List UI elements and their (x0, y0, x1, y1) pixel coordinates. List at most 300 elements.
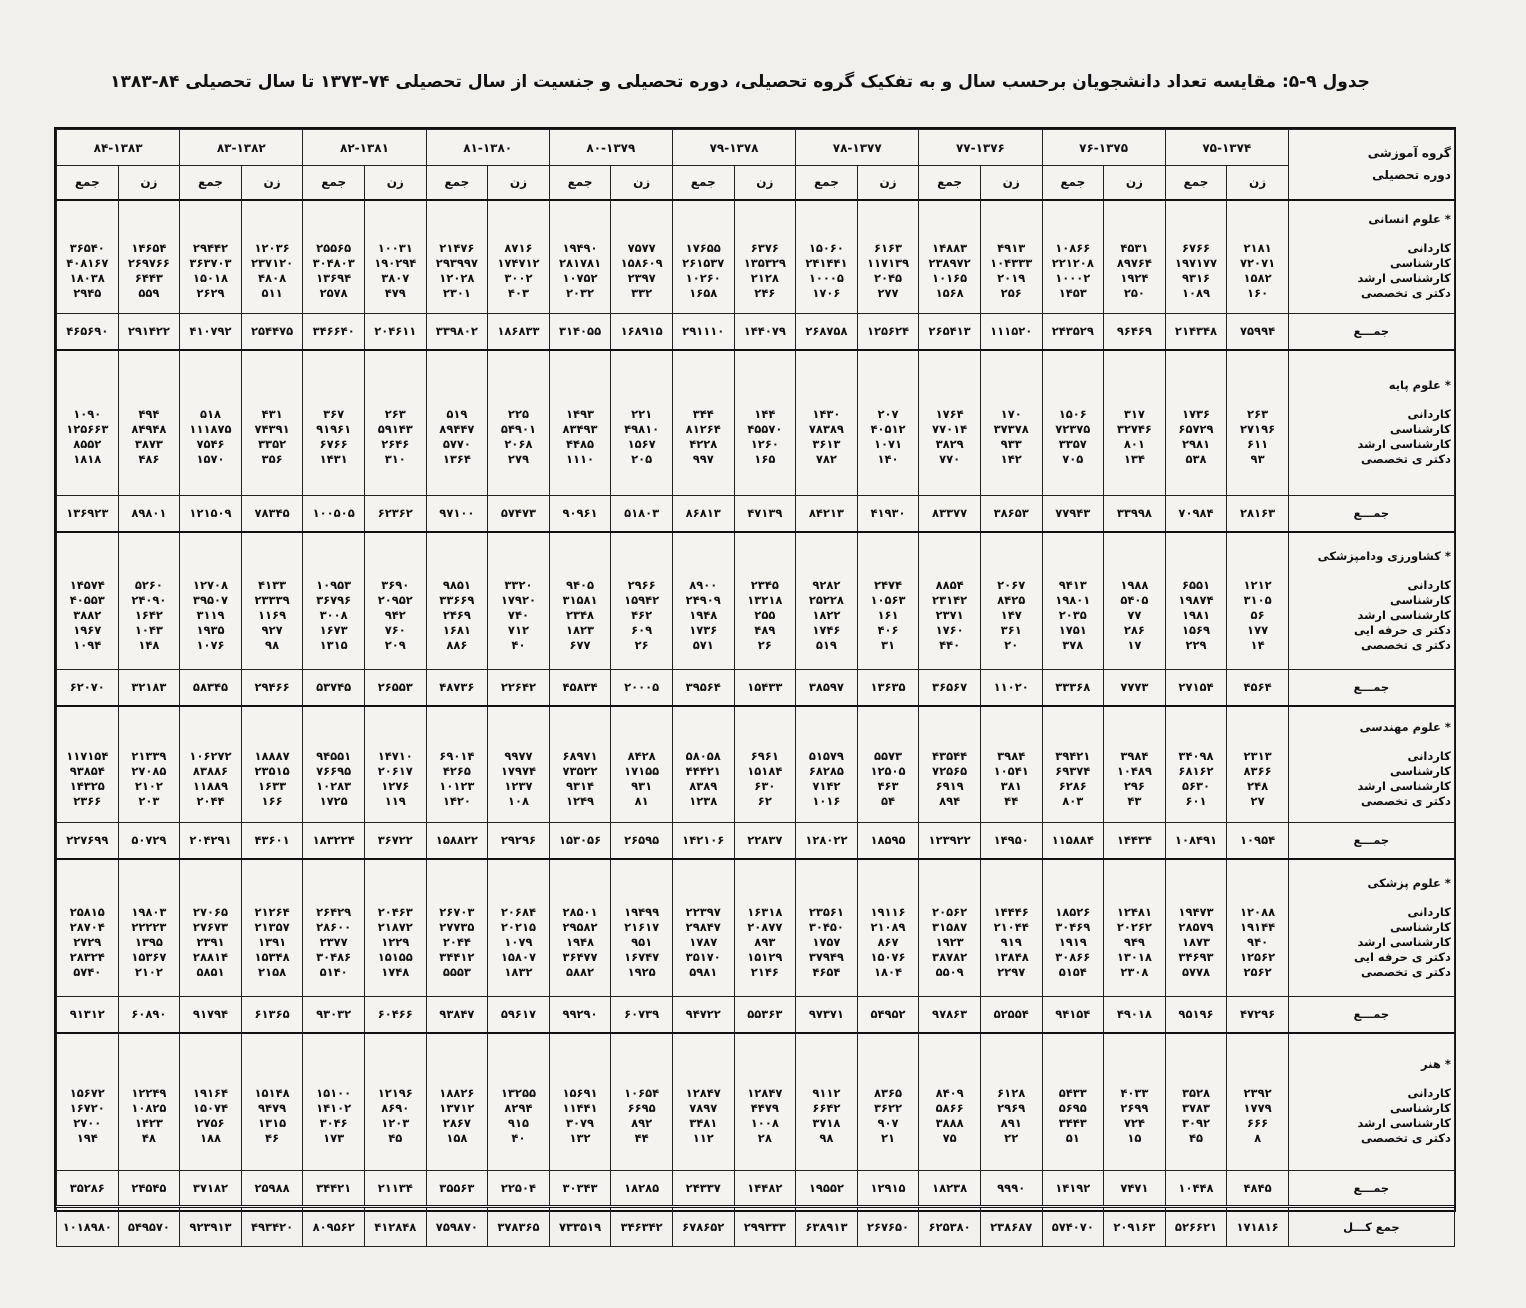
value-cell (672, 706, 734, 823)
value: ۵۹۱۴۳ (377, 422, 413, 437)
value-cell (796, 1033, 858, 1171)
cell-spacer (861, 720, 916, 749)
value: ۱۲۰۳ (381, 1116, 410, 1131)
sum-value: ۳۳۳۶۸ (1042, 670, 1104, 706)
value: ۲۳۸۹۷۲ (928, 256, 971, 271)
sum-value: ۱۶۸۹۱۵ (611, 314, 673, 350)
cell-spacer (183, 876, 238, 905)
value: ۱۲۸۴۷ (685, 1086, 721, 1101)
value-cell (1165, 1033, 1227, 1171)
sum-value: ۱۴۴۸۲ (734, 1171, 796, 1207)
section-label-cell (1288, 350, 1454, 496)
value: ۱۳۶۹۴ (316, 271, 352, 286)
value: ۱۰۸ (507, 793, 529, 808)
value-cell (980, 532, 1042, 670)
value: ۳۲۷۴۶ (1116, 422, 1152, 437)
value: ۲۳۷۱۲۰ (251, 256, 294, 271)
value: ۱۶۳۱۸ (747, 904, 783, 919)
value: ۲۲۹۷ (997, 964, 1026, 979)
cell-spacer (306, 1057, 361, 1086)
value: ۲۰۸۷۷ (747, 919, 783, 934)
sum-value: ۳۴۴۲۱ (303, 1171, 365, 1207)
value: ۱۰۸۶۶ (1055, 241, 1091, 256)
grand-total-value: ۱۷۱۸۱۶ (1227, 1207, 1289, 1247)
section-title: * علوم انسانی (1368, 212, 1451, 227)
value: ۱۳۲۱۸ (747, 592, 783, 607)
value: ۲۸۸۱۴ (192, 949, 229, 964)
value: ۵۹۸۱ (689, 964, 718, 979)
section-title: * علوم پزشکی (1367, 875, 1451, 890)
value: ۱۷۹۲۰ (500, 592, 536, 607)
cell-spacer (491, 720, 546, 749)
value: ۳۰۰۸ (319, 607, 348, 622)
value: ۱۷۶۵۵ (685, 241, 721, 256)
sum-value: ۲۰۴۶۱۱ (364, 314, 426, 350)
cell-spacer (430, 378, 485, 407)
sum-value: ۹۱۳۱۲ (57, 997, 119, 1033)
cell-spacer (553, 1057, 608, 1086)
value: ۸ (1254, 1131, 1262, 1146)
value: ۱۲۰۲۸ (439, 271, 475, 286)
sum-value: ۵۰۷۲۹ (118, 823, 180, 859)
year-header: ۸۰-۱۳۷۹ (549, 130, 672, 166)
value-cell (303, 200, 365, 314)
value-cell (1227, 706, 1289, 823)
value: ۲۳۹۱ (196, 934, 225, 949)
value: ۳۶۹۰ (381, 577, 410, 592)
value-cell (57, 859, 119, 997)
value: ۲۱۲۶۴ (254, 904, 290, 919)
value: ۸۱ (634, 793, 649, 808)
section-block (57, 1033, 1455, 1171)
value: ۳۷۸ (1062, 637, 1084, 652)
value: ۷۱۲ (507, 622, 529, 637)
total-header: جمع (1042, 166, 1104, 200)
value: ۳۴۶۹۳ (1178, 949, 1214, 964)
value: ۲۶۳ (384, 407, 406, 422)
section-title: * علوم مهندسی (1359, 719, 1451, 734)
cell-spacer (1046, 876, 1101, 905)
value: ۵۱۴۰ (319, 964, 348, 979)
value-cell (57, 1033, 119, 1171)
value: ۱۴۵۷۴ (69, 577, 105, 592)
value-cell (1042, 532, 1104, 670)
value-cell (488, 200, 550, 314)
value: ۳۱۵۸۷ (932, 919, 968, 934)
value-cell (1104, 706, 1166, 823)
value-cell (1104, 1033, 1166, 1171)
sum-value: ۱۵۳۰۵۶ (549, 823, 611, 859)
value-cell (180, 859, 242, 997)
women-header: زن (980, 166, 1042, 200)
value: ۱۴۲۰ (442, 793, 471, 808)
value-cell (118, 859, 180, 997)
value: ۳۰۴۸۰۳ (312, 256, 355, 271)
sum-value: ۲۶۸۷۵۸ (796, 314, 858, 350)
value: ۱۵۱۵۵ (377, 949, 413, 964)
sum-value: ۷۰۹۸۴ (1165, 496, 1227, 532)
value: ۴۴۰ (939, 637, 961, 652)
value: ۶۶۶ (1247, 1116, 1269, 1131)
value-cell (488, 859, 550, 997)
cell-spacer (799, 378, 854, 407)
value-cell (241, 706, 303, 823)
value: ۲۵۲۲۸ (808, 592, 844, 607)
cell-spacer (1046, 720, 1101, 749)
value: ۴۰ (511, 637, 526, 652)
value: ۸۹۰۰ (689, 577, 718, 592)
value: ۴۸۰۸ (258, 271, 287, 286)
value: ۱۴۰ (877, 452, 899, 467)
section-title: * هنر (1421, 1057, 1451, 1072)
value: ۸۳۶۶ (1243, 763, 1272, 778)
value-cell (57, 706, 119, 823)
value-cell (980, 1033, 1042, 1171)
value-cell (118, 706, 180, 823)
cell-spacer (430, 720, 485, 749)
value: ۶۷۶۶ (319, 437, 348, 452)
value-cell (734, 706, 796, 823)
cell-spacer (1107, 1057, 1162, 1086)
value: ۲۰۶۸۴ (500, 904, 536, 919)
value: ۱۶۴۲ (134, 607, 163, 622)
sum-value: ۵۵۳۶۳ (734, 997, 796, 1033)
value: ۱۲۵۶۲ (1240, 949, 1276, 964)
value: ۱۷۸۷ (689, 934, 718, 949)
value: ۳۰۴۵۰ (808, 919, 844, 934)
value: ۴۶۵۴ (812, 964, 841, 979)
value: ۹۳۱۶ (1181, 271, 1211, 286)
sum-value: ۲۱۱۳۴ (364, 1171, 426, 1207)
value-cell (1165, 532, 1227, 670)
value: ۹۱۹۶۱ (316, 422, 352, 437)
sum-value: ۹۹۲۹۰ (549, 997, 611, 1033)
cell-spacer (861, 876, 916, 905)
value-cell (919, 350, 981, 496)
grand-total-value: ۲۰۹۱۶۳ (1104, 1207, 1166, 1247)
value: ۲۳۴۵ (750, 577, 779, 592)
value: ۱۵۰۶۰ (808, 241, 844, 256)
cell-spacer (676, 378, 731, 407)
cell-spacer (614, 1057, 669, 1086)
value: ۹۴۰ (1247, 934, 1269, 949)
sum-value: ۳۱۴۰۵۵ (549, 314, 611, 350)
value: ۱۷۷ (1247, 622, 1269, 637)
cell-spacer (676, 212, 731, 241)
value: ۲۶۹۷۶۶ (127, 256, 170, 271)
year-header: ۷۷-۱۳۷۶ (919, 130, 1042, 166)
value-cell (734, 532, 796, 670)
value: ۱۲۵۶۶۳ (66, 422, 109, 437)
section-block (57, 859, 1455, 997)
value: ۷۲۳۷۵ (1055, 422, 1091, 437)
value: ۴۰۶ (877, 622, 899, 637)
value: ۵۴۹۰۱ (500, 422, 536, 437)
value: ۱۷۴۷۱۲ (497, 256, 540, 271)
value: ۲۷۰۰ (73, 1116, 102, 1131)
sum-value: ۱۲۹۱۵ (857, 1171, 919, 1207)
value: ۴۶۲ (631, 607, 653, 622)
cell-spacer (984, 720, 1039, 749)
value: ۱۰۸۲۵ (131, 1101, 167, 1116)
value: ۲۸۳۲۴ (69, 949, 105, 964)
value: ۲۳۵۶۱ (808, 904, 844, 919)
value: ۲۳۴۸ (566, 607, 595, 622)
value: ۳۹۸۴ (1120, 748, 1149, 763)
value-cell (611, 706, 673, 823)
value-cell (426, 1033, 488, 1171)
value: ۱۰۵۴۱ (993, 763, 1029, 778)
cell-spacer (1230, 1057, 1285, 1086)
value: ۳۵۲۸ (1181, 1086, 1211, 1101)
sum-value: ۳۷۱۸۲ (180, 1171, 242, 1207)
cell-spacer (799, 212, 854, 241)
value: ۹۳۱۴ (566, 778, 595, 793)
value-cell (1042, 1033, 1104, 1171)
sum-value: ۹۷۱۰۰ (426, 496, 488, 532)
year-header: ۸۳-۱۳۸۲ (180, 130, 303, 166)
value: ۲۷۷۳۵ (439, 919, 475, 934)
value: ۹۸ (265, 637, 280, 652)
level-label: دکتر ی تخصصی (1360, 286, 1451, 301)
value: ۳۸۰۷ (381, 271, 410, 286)
sum-value: ۲۱۴۳۴۸ (1165, 314, 1227, 350)
women-header: زن (241, 166, 303, 200)
value: ۳۱۷ (1123, 407, 1145, 422)
value: ۵۱۹ (815, 637, 837, 652)
total-header: جمع (919, 166, 981, 200)
sum-value: ۱۸۵۹۵ (857, 823, 919, 859)
cell-spacer (922, 212, 977, 241)
value: ۷۱۴۲ (812, 778, 841, 793)
level-label: کارشناسی ارشد (1357, 271, 1451, 286)
value: ۴۰۸۱۶۷ (66, 256, 109, 271)
value: ۲۳۶۶ (73, 793, 102, 808)
value-cell (118, 532, 180, 670)
value: ۷۲۴ (1123, 1116, 1145, 1131)
value: ۹۱۵ (507, 1116, 529, 1131)
value: ۶۱۶۳ (873, 241, 903, 256)
value: ۳۰۷۹ (566, 1116, 595, 1131)
year-header: ۸۲-۱۳۸۱ (303, 130, 426, 166)
value: ۵۴ (880, 793, 896, 808)
sum-value: ۳۶۵۶۷ (919, 670, 981, 706)
value: ۷۴۳۹۱ (254, 422, 290, 437)
value: ۱۰۱۶۵ (932, 271, 968, 286)
value: ۱۰۱۲۳ (439, 778, 475, 793)
value-cell (919, 859, 981, 997)
cell-spacer (1107, 378, 1162, 407)
value: ۵۶۹۵ (1058, 1101, 1087, 1116)
value: ۲۷۵۶ (196, 1116, 225, 1131)
cell-spacer (861, 549, 916, 578)
cell-spacer (245, 212, 300, 241)
value-cell (118, 200, 180, 314)
value: ۲۰۴۵ (873, 271, 903, 286)
header-gender-row (57, 166, 1455, 200)
value: ۱۲۴۹ (566, 793, 595, 808)
value: ۱۶۱ (877, 607, 899, 622)
value: ۲۷۹ (507, 452, 529, 467)
value: ۲۹۶۶ (627, 577, 656, 592)
value: ۸۶۹۰ (381, 1101, 410, 1116)
cell-spacer (738, 1057, 793, 1086)
sum-value: ۱۰۹۵۴ (1227, 823, 1289, 859)
value: ۲۲ (1004, 1131, 1019, 1146)
value: ۱۹۸۸ (1120, 577, 1149, 592)
cell-spacer (491, 212, 546, 241)
value: ۹۰۷ (877, 1116, 899, 1131)
value: ۲۶ (634, 637, 649, 652)
cell-spacer (60, 212, 115, 241)
value: ۲۶۹۹ (1120, 1101, 1149, 1116)
value: ۱۲۳۷ (504, 778, 533, 793)
value: ۳۶۱ (1000, 622, 1022, 637)
value-cell (857, 859, 919, 997)
value-cell (1042, 200, 1104, 314)
section-block (57, 706, 1455, 823)
value: ۸۴۹۴۸ (131, 422, 167, 437)
grand-total-value: ۱۰۱۸۹۸۰ (57, 1207, 119, 1247)
grand-total-value: ۷۵۹۸۷۰ (426, 1207, 488, 1247)
sum-value: ۲۲۶۴۲ (488, 670, 550, 706)
cell-spacer (614, 720, 669, 749)
value: ۲۴۰۹۰ (131, 592, 167, 607)
value: ۲۳۰۱ (442, 286, 471, 301)
value: ۱۹۴۷۳ (1178, 904, 1214, 919)
value: ۴۵۵۷۰ (747, 422, 783, 437)
value: ۶۲ (757, 793, 772, 808)
value-cell (549, 350, 611, 496)
sum-value: ۶۰۸۹۰ (118, 997, 180, 1033)
value: ۳۴۴ (692, 407, 714, 422)
value-cell (734, 200, 796, 314)
value: ۱۵۰۱۸ (192, 271, 229, 286)
value: ۳۶۵۴۰ (69, 241, 105, 256)
value: ۱۵۰۷۶ (870, 949, 906, 964)
value: ۲۷۷ (877, 286, 899, 301)
value: ۱۷۶۰ (935, 622, 964, 637)
value: ۱۰۷۵۲ (562, 271, 598, 286)
value: ۴۹۴ (138, 407, 160, 422)
value: ۶۰۱ (1185, 793, 1207, 808)
value: ۲۹۴۵ (73, 286, 102, 301)
sum-value: ۳۳۹۸۰۲ (426, 314, 488, 350)
value: ۱۲۰۳۶ (254, 241, 290, 256)
value: ۸۴۲۵ (997, 592, 1026, 607)
value-cell (549, 532, 611, 670)
grand-total-value: ۲۳۸۶۸۷ (980, 1207, 1042, 1247)
value: ۲۰۱۹ (997, 271, 1026, 286)
section-title: * علوم پایه (1388, 378, 1451, 393)
value: ۴۵ (388, 1131, 403, 1146)
value: ۱۸۳۲ (504, 964, 533, 979)
value: ۱۳۲۵۵ (500, 1086, 536, 1101)
value: ۳۶۳۷۰۳ (189, 256, 232, 271)
value-cell (488, 1033, 550, 1171)
sum-value: ۵۷۴۷۳ (488, 496, 550, 532)
value: ۵۱۱ (261, 286, 283, 301)
value: ۳۸۸۸ (935, 1116, 964, 1131)
sum-value: ۹۱۷۹۴ (180, 997, 242, 1033)
sum-value: ۷۷۷۳ (1104, 670, 1166, 706)
value: ۳۷۱۸ (812, 1116, 841, 1131)
year-header: ۸۱-۱۳۸۰ (426, 130, 549, 166)
level-label: دکتر ی حرفه ایی (1354, 622, 1451, 637)
value: ۱۱۸۸۹ (192, 778, 229, 793)
value: ۱۱۲ (692, 1131, 714, 1146)
value: ۶۹۰۱۴ (439, 748, 475, 763)
total-header: جمع (303, 166, 365, 200)
sum-value: ۵۴۹۵۲ (857, 997, 919, 1033)
sum-value: ۱۴۹۵۰ (980, 823, 1042, 859)
cell-spacer (368, 549, 423, 578)
value: ۵۱۸ (199, 407, 222, 422)
value: ۸۳۸۸۶ (192, 763, 229, 778)
value: ۲۳۳۳۹ (254, 592, 290, 607)
value: ۶۰۹ (631, 622, 653, 637)
sum-value: ۳۹۵۶۴ (672, 670, 734, 706)
value-cell (549, 859, 611, 997)
value: ۱۹۷۱۷۷ (1174, 256, 1218, 271)
value: ۲۴۸ (1247, 778, 1269, 793)
value: ۱۲۱۲ (1243, 577, 1272, 592)
value-cell (180, 706, 242, 823)
sum-value: ۵۹۶۱۷ (488, 997, 550, 1033)
value: ۳۸۲۹ (935, 437, 964, 452)
value: ۷۷۰۱۴ (932, 422, 968, 437)
value-cell (1104, 532, 1166, 670)
value-cell (488, 350, 550, 496)
value: ۲۹۴۴۲ (192, 241, 229, 256)
value: ۵۸۵۱ (196, 964, 225, 979)
cell-spacer (183, 720, 238, 749)
value-cell (118, 1033, 180, 1171)
value-cell (488, 706, 550, 823)
value: ۳۸۱ (1000, 778, 1022, 793)
total-header: جمع (57, 166, 119, 200)
value: ۱۹۲۵ (627, 964, 656, 979)
value: ۲۴۶ (754, 286, 776, 301)
grand-total-value: ۳۷۸۳۶۵ (488, 1207, 550, 1247)
value: ۲۸۱۷۸۱ (558, 256, 602, 271)
value-cell (672, 859, 734, 997)
value: ۲۰۴۴ (442, 934, 471, 949)
value: ۲۱۰۲ (134, 778, 163, 793)
value: ۳۰۴۸۶ (316, 949, 352, 964)
cell-spacer (1046, 378, 1101, 407)
header-label-cell (1288, 130, 1454, 200)
level-label: کارشناسی (1389, 256, 1451, 271)
value: ۱۶۷۲۰ (69, 1101, 105, 1116)
value: ۱۰۶۵۴ (624, 1086, 660, 1101)
value: ۴۹۱۳ (997, 241, 1026, 256)
value: ۱۸۵۲۶ (1055, 904, 1091, 919)
cell-spacer (245, 549, 300, 578)
value: ۱۷۹۷۴ (500, 763, 536, 778)
sum-value: ۳۳۹۹۸ (1104, 496, 1166, 532)
grand-total-value: ۵۷۴۰۷۰ (1042, 1207, 1104, 1247)
level-label: دکتر ی تخصصی (1360, 452, 1451, 467)
value: ۱۹۴۸ (689, 607, 718, 622)
value: ۲۱۸۷۲ (377, 919, 413, 934)
value: ۲۲۹ (1185, 637, 1207, 652)
value: ۱۳۹۱ (258, 934, 287, 949)
value-cell (303, 859, 365, 997)
sum-value: ۱۹۵۵۲ (796, 1171, 858, 1207)
value: ۲۰۳۵ (1058, 607, 1087, 622)
value: ۲۶۷۰۳ (439, 904, 475, 919)
